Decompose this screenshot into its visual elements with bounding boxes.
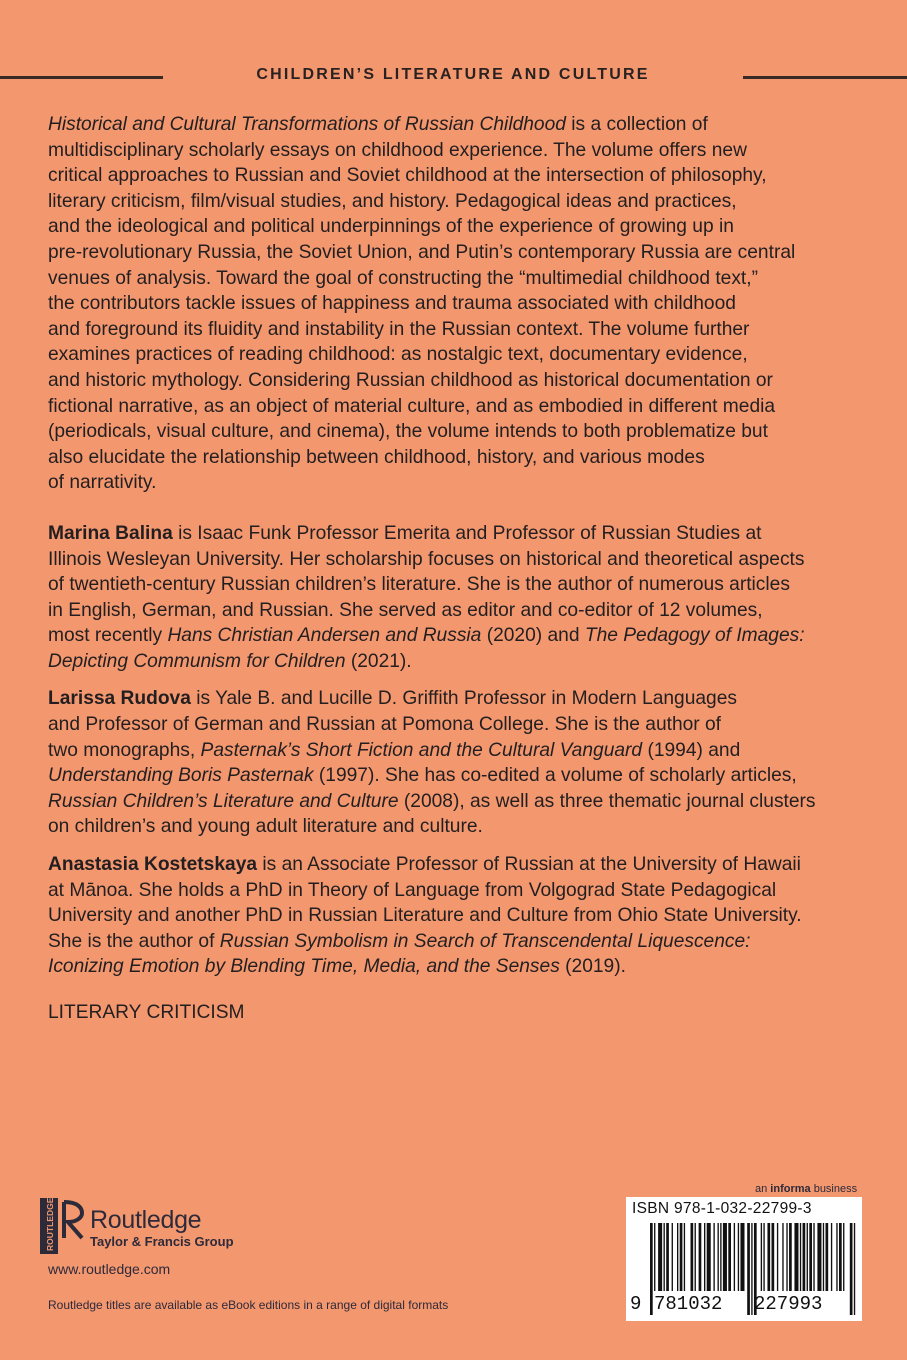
text-run: (2019). <box>559 956 626 978</box>
text-line <box>48 649 848 675</box>
barcode-bar <box>734 1223 735 1291</box>
barcode-bar <box>691 1223 694 1291</box>
barcode-bar <box>763 1223 764 1291</box>
text-run: of narrativity. <box>48 472 157 494</box>
barcode-bar <box>723 1223 727 1291</box>
text-line <box>48 112 848 138</box>
person-name: Marina Balina <box>48 522 173 544</box>
informa-suffix: business <box>810 1183 858 1195</box>
ebook-note: Routledge titles are available as eBook editions in a range of digital formats <box>48 1298 449 1312</box>
person-name: Anastasia Kostetskaya <box>48 854 258 876</box>
barcode-bar <box>777 1223 778 1291</box>
text-run: She is the author of <box>48 930 220 952</box>
barcode-bar <box>836 1223 837 1291</box>
text-run: and foreground its fluidity and instability in the Russian context. The volume further <box>48 318 750 340</box>
barcode-bar <box>672 1223 673 1291</box>
barcode-bar <box>782 1223 783 1291</box>
text-line <box>48 394 848 420</box>
text-run: most recently <box>48 625 168 647</box>
barcode-digits-left: 781032 <box>654 1293 723 1315</box>
person-name: Larissa Rudova <box>48 688 191 710</box>
text-run: is Isaac Funk Professor Emerita and Professor of Russian Studies at <box>172 522 762 544</box>
back-cover-text <box>48 112 848 1026</box>
editor-bio-rudova <box>48 686 848 840</box>
text-line <box>48 789 848 815</box>
barcode-bar <box>704 1223 705 1291</box>
text-run: at Mānoa. She holds a PhD in Theory of Language from Volgograd State Pedagogical <box>48 879 777 901</box>
barcode-bar <box>800 1223 801 1291</box>
text-line <box>48 852 848 878</box>
text-run: the contributors tackle issues of happiness and trauma associated with childhood <box>48 293 736 315</box>
text-run: (periodicals, visual culture, and cinema), the volume intends to both problematize but <box>48 421 768 443</box>
text-run: (1997). She has co-edited a volume of scholarly articles, <box>313 765 797 787</box>
barcode-bar <box>826 1223 829 1291</box>
book-title: Understanding Boris Pasternak <box>48 765 314 787</box>
barcode-bar <box>658 1223 662 1291</box>
barcode-bar <box>666 1223 669 1291</box>
publisher-website[interactable]: www.routledge.com <box>48 1261 171 1277</box>
text-run: is a collection of <box>565 114 708 135</box>
text-line <box>48 954 848 980</box>
text-run: venues of analysis. Toward the goal of constructing the “multimedial childhood text,” <box>48 267 758 289</box>
text-line <box>48 445 848 471</box>
text-line <box>48 878 848 904</box>
text-line <box>48 572 848 598</box>
text-line <box>48 598 848 624</box>
text-run: and historic mythology. Considering Russian childhood as historical documentation or <box>48 369 773 391</box>
book-title: Iconizing Emotion by Blending Time, Media, and the Senses <box>48 956 560 978</box>
text-line <box>48 623 848 649</box>
text-line <box>48 163 848 189</box>
editor-bio-kostetskaya <box>48 852 848 980</box>
text-run: University and another PhD in Russian Literature and Culture from Ohio State University. <box>48 905 802 927</box>
book-title: Hans Christian Andersen and Russia <box>167 625 482 647</box>
text-line <box>48 470 848 496</box>
barcode-bar <box>839 1223 842 1291</box>
barcode-bar <box>809 1223 812 1291</box>
informa-tagline <box>755 1183 857 1195</box>
barcode-bar <box>699 1223 702 1291</box>
text-run: on children’s and young adult literature and culture. <box>48 816 483 838</box>
barcode-bar <box>813 1223 814 1291</box>
publisher-logo <box>40 1198 300 1258</box>
barcode-bar <box>772 1223 775 1291</box>
barcode-bar <box>803 1223 806 1291</box>
text-line <box>48 342 848 368</box>
barcode-bar <box>695 1223 696 1291</box>
barcode-bar <box>718 1223 719 1291</box>
book-title: Russian Children’s Literature and Culture <box>48 790 399 812</box>
text-run: Illinois Wesleyan University. Her scholarship focuses on historical and theoretical aspects <box>48 548 805 570</box>
text-run: two monographs, <box>48 739 201 761</box>
text-line <box>48 814 848 840</box>
text-run: (1994) and <box>642 739 741 761</box>
text-line <box>48 903 848 929</box>
publisher-group: Taylor & Francis Group <box>90 1234 234 1249</box>
text-line <box>48 547 848 573</box>
barcode-bar <box>854 1223 855 1315</box>
isbn-barcode <box>626 1197 862 1321</box>
barcode-bar <box>807 1223 808 1291</box>
barcode-bar <box>761 1223 762 1291</box>
barcode-bar <box>740 1223 744 1291</box>
text-line <box>48 521 848 547</box>
barcode-bar <box>664 1223 665 1291</box>
text-line <box>48 368 848 394</box>
text-run: (2008), as well as three thematic journal clusters <box>398 790 816 812</box>
book-title: Depicting Communism for Children <box>48 650 346 672</box>
text-run: and Professor of German and Russian at Pomona College. She is the author of <box>48 714 722 736</box>
text-run: (2021). <box>345 650 412 672</box>
barcode-bar <box>794 1223 798 1291</box>
book-title: Historical and Cultural Transformations of Russian Childhood <box>48 114 566 135</box>
barcode-bar <box>817 1223 821 1291</box>
barcode-bar <box>680 1223 683 1291</box>
routledge-r-mark-icon <box>61 1200 87 1240</box>
barcode-bar <box>747 1223 750 1315</box>
subject-category: LITERARY CRITICISM <box>48 1002 245 1023</box>
text-run: is Yale B. and Lucille D. Griffith Professor in Modern Languages <box>190 688 737 710</box>
barcode-bar <box>654 1223 655 1291</box>
isbn-label: ISBN 978-1-032-22799-3 <box>632 1200 812 1217</box>
text-run: multidisciplinary scholarly essays on childhood experience. The volume offers new <box>48 139 747 161</box>
text-line <box>48 929 848 955</box>
informa-brand: informa <box>770 1183 811 1195</box>
text-run: and the ideological and political underpinnings of the experience of growing up in <box>48 216 734 238</box>
text-line <box>48 291 848 317</box>
text-line <box>48 712 848 738</box>
barcode-bar <box>843 1223 844 1291</box>
header-rule-left <box>0 76 163 79</box>
barcode-bar <box>751 1223 752 1315</box>
barcode-bar <box>684 1223 685 1291</box>
book-title: Pasternak’s Short Fiction and the Cultural Vanguard <box>200 739 643 761</box>
routledge-vertical-logo-icon <box>40 1198 58 1254</box>
barcode-bar <box>713 1223 714 1291</box>
text-run: literary criticism, film/visual studies, and history. Pedagogical ideas and practices, <box>48 190 737 212</box>
barcode-bar <box>789 1223 792 1291</box>
text-run: is an Associate Professor of Russian at the University of Hawaii <box>257 854 801 876</box>
series-header <box>0 64 907 92</box>
text-run: also elucidate the relationship between childhood, history, and various modes <box>48 446 705 468</box>
text-line <box>48 138 848 164</box>
barcode-bar <box>831 1223 832 1291</box>
informa-prefix: an <box>755 1183 771 1195</box>
book-title: The Pedagogy of Images: <box>584 625 805 647</box>
text-line <box>48 738 848 764</box>
text-run: (2020) and <box>481 625 585 647</box>
text-run: critical approaches to Russian and Soviet childhood at the intersection of philosophy, <box>48 165 767 187</box>
barcode-bar <box>720 1223 721 1291</box>
editor-bio-balina <box>48 521 848 675</box>
text-run: of twentieth-century Russian children’s literature. She is the author of numerous articles <box>48 574 790 596</box>
barcode-bar <box>738 1223 739 1291</box>
text-line <box>48 419 848 445</box>
text-line <box>48 763 848 789</box>
barcode-bar <box>786 1223 787 1291</box>
barcode-bar <box>728 1223 731 1291</box>
text-run: in English, German, and Russian. She served as editor and co-editor of 12 volumes, <box>48 599 763 621</box>
barcode-bar <box>767 1223 770 1291</box>
text-line <box>48 317 848 343</box>
barcode-digits-right: 227993 <box>754 1293 823 1315</box>
book-description <box>48 112 848 496</box>
text-line <box>48 266 848 292</box>
header-rule-right <box>743 76 907 79</box>
text-line <box>48 214 848 240</box>
publisher-name: Routledge <box>90 1206 202 1234</box>
barcode-bar <box>823 1223 824 1291</box>
text-line <box>48 189 848 215</box>
text-line <box>48 240 848 266</box>
barcode-bar <box>677 1223 678 1291</box>
text-run: pre-revolutionary Russia, the Soviet Union, and Putin’s contemporary Russia are central <box>48 241 796 263</box>
text-run: fictional narrative, as an object of material culture, and as embodied in different media <box>48 395 776 417</box>
book-title: Russian Symbolism in Search of Transcendental Liquescence: <box>219 930 751 952</box>
barcode-digit-first: 9 <box>630 1293 642 1315</box>
text-run: examines practices of reading childhood: as nostalgic text, documentary evidence, <box>48 344 748 366</box>
text-line <box>48 686 848 712</box>
barcode-bar <box>650 1223 653 1315</box>
barcode-bar <box>850 1223 853 1315</box>
series-title: CHILDREN’S LITERATURE AND CULTURE <box>256 66 650 83</box>
barcode-bar <box>707 1223 711 1291</box>
svg-text:ROUTLEDGE: ROUTLEDGE <box>45 1198 55 1251</box>
